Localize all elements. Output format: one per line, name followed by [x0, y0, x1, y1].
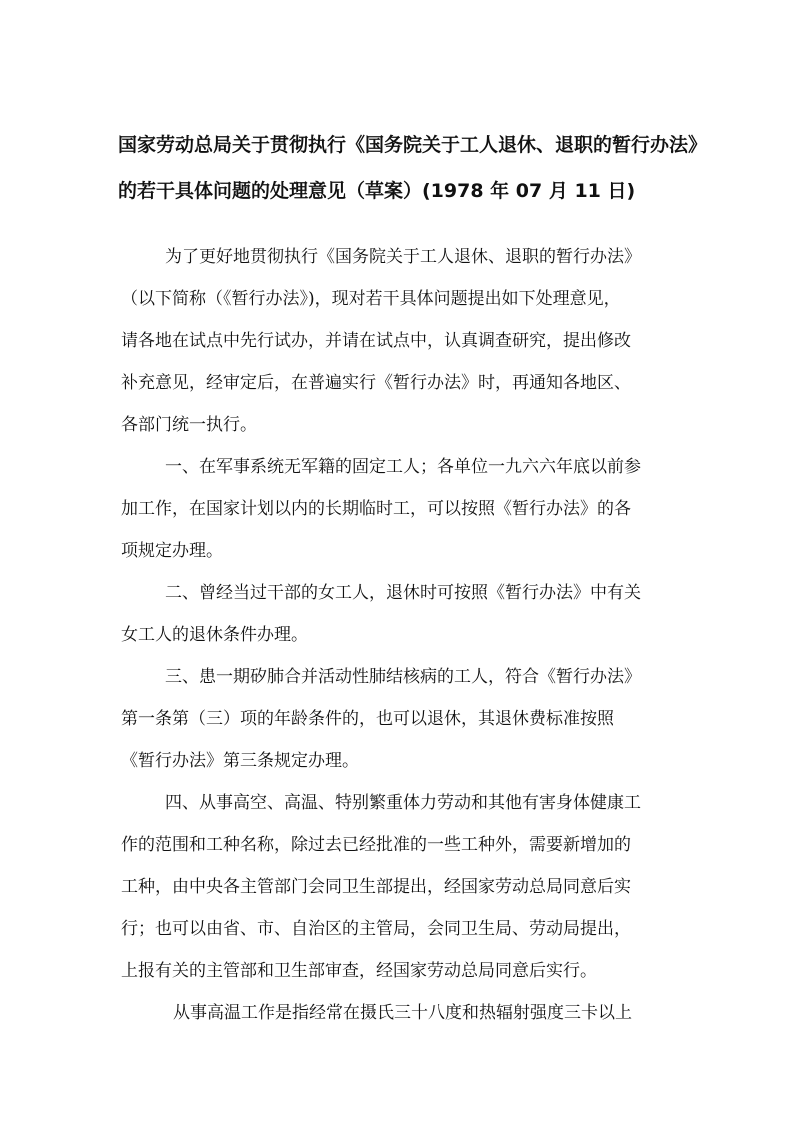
text-line: 第一条第（三）项的年龄条件的，也可以退休，其退休费标准按照	[121, 709, 614, 729]
text-line: 各部门统一执行。	[121, 415, 257, 435]
text-line: 加工作，在国家计划以内的长期临时工，可以按照《暂行办法》的各	[121, 499, 631, 519]
text-line: 上报有关的主管部和卫生部审查，经国家劳动总局同意后实行。	[121, 961, 597, 981]
paragraph-item-3	[121, 656, 681, 782]
paragraph-item-1	[121, 446, 681, 572]
text-line: 作的范围和工种名称，除过去已经批准的一些工种外，需要新增加的	[121, 835, 631, 855]
text-line: 行；也可以由省、市、自治区的主管局，会同卫生局、劳动局提出，	[121, 919, 631, 939]
text-line: 四、从事高空、高温、特别繁重体力劳动和其他有害身体健康工	[165, 793, 641, 813]
text-line: 女工人的退休条件办理。	[121, 625, 308, 645]
text-line: 补充意见，经审定后，在普遍实行《暂行办法》时，再通知各地区、	[121, 373, 631, 393]
text-line: 三、患一期矽肺合并活动性肺结核病的工人，符合《暂行办法》	[165, 667, 641, 687]
paragraph-high-temperature	[121, 992, 681, 1034]
paragraph-item-2	[121, 572, 681, 656]
paragraph-intro	[121, 236, 681, 446]
text-line: 为了更好地贯彻执行《国务院关于工人退休、退职的暂行办法》	[165, 247, 641, 267]
text-line: 从事高温工作是指经常在摄氏三十八度和热辐射强度三卡以上	[173, 1003, 632, 1023]
text-line: 请各地在试点中先行试办，并请在试点中，认真调查研究，提出修改	[121, 331, 631, 351]
title-line: 的若干具体问题的处理意见（草案）(1978 年 07 月 11 日)	[118, 180, 636, 202]
text-line: （以下简称（《暂行办法》)，现对若干具体问题提出如下处理意见，	[121, 289, 621, 309]
text-line: 工种，由中央各主管部门会同卫生部提出，经国家劳动总局同意后实	[121, 877, 631, 897]
document-title	[118, 122, 708, 214]
text-line: 《暂行办法》第三条规定办理。	[121, 751, 359, 771]
text-line: 二、曾经当过干部的女工人，退休时可按照《暂行办法》中有关	[165, 583, 641, 603]
text-line: 项规定办理。	[121, 541, 223, 561]
document-body	[121, 236, 681, 1034]
title-line: 国家劳动总局关于贯彻执行《国务院关于工人退休、退职的暂行办法》	[118, 134, 708, 156]
paragraph-item-4	[121, 782, 681, 992]
text-line: 一、在军事系统无军籍的固定工人；各单位一九六六年底以前参	[165, 457, 641, 477]
